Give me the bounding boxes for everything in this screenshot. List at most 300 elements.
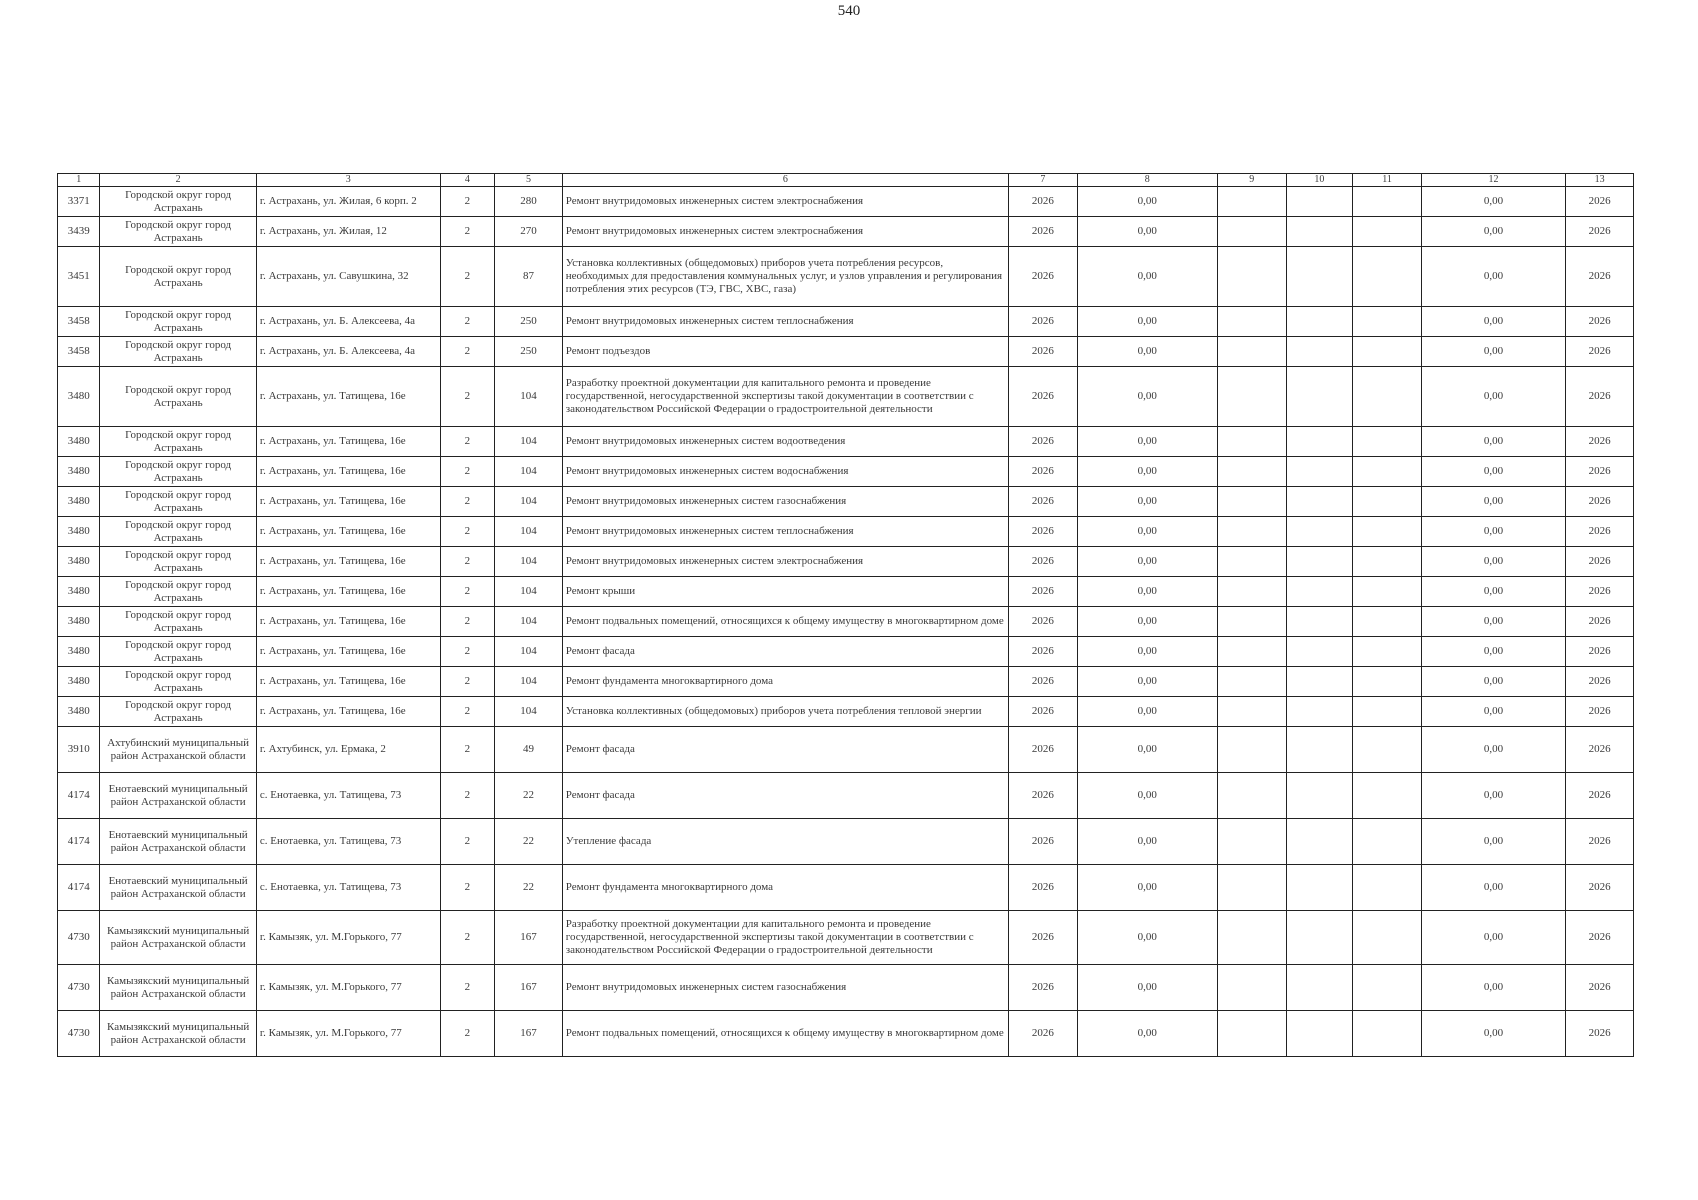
cell-address: г. Астрахань, ул. Татищева, 16е [256,547,440,577]
cell-col-9 [1217,367,1286,427]
column-header: 2 [100,174,256,187]
cell-building-id: 104 [495,487,563,517]
cell-col-10 [1286,427,1353,457]
cell-building-id: 104 [495,457,563,487]
cell-col-10 [1286,727,1353,773]
cell-group: 2 [440,773,495,819]
cell-building-id: 280 [495,187,563,217]
table-row [58,667,1634,697]
cell-cost: 0,00 [1077,819,1217,865]
cell-col-10 [1286,187,1353,217]
column-header: 1 [58,174,100,187]
cell-number: 3480 [58,607,100,637]
cell-group: 2 [440,337,495,367]
cell-address: г. Камызяк, ул. М.Горького, 77 [256,1011,440,1057]
cell-col-10 [1286,667,1353,697]
cell-year: 2026 [1009,367,1078,427]
cell-group: 2 [440,427,495,457]
cell-building-id: 104 [495,697,563,727]
cell-col-11 [1353,697,1422,727]
cell-building-id: 104 [495,367,563,427]
cell-building-id: 87 [495,247,563,307]
cell-col-11 [1353,457,1422,487]
cell-group: 2 [440,819,495,865]
cell-col-10 [1286,217,1353,247]
table-row [58,247,1634,307]
cell-amount: 0,00 [1421,667,1565,697]
cell-col-11 [1353,819,1422,865]
table-row [58,337,1634,367]
cell-col-9 [1217,427,1286,457]
cell-address: с. Енотаевка, ул. Татищева, 73 [256,773,440,819]
table-row [58,607,1634,637]
cell-year: 2026 [1009,965,1078,1011]
table-row [58,577,1634,607]
cell-col-10 [1286,697,1353,727]
cell-municipality: Енотаевский муниципальный район Астраханской области [100,865,256,911]
cell-work-type: Ремонт внутридомовых инженерных систем водоснабжения [562,457,1008,487]
cell-year-end: 2026 [1566,457,1634,487]
cell-work-type: Разработку проектной документации для капитального ремонта и проведение государственной, негосударственной экспертизы такой документации в соответствии с законодательством Российской Федерации о градостроительной деятельности [562,911,1008,965]
cell-col-10 [1286,337,1353,367]
cell-amount: 0,00 [1421,773,1565,819]
cell-amount: 0,00 [1421,217,1565,247]
cell-cost: 0,00 [1077,865,1217,911]
cell-number: 3480 [58,547,100,577]
cell-group: 2 [440,457,495,487]
cell-group: 2 [440,607,495,637]
cell-col-11 [1353,517,1422,547]
cell-col-9 [1217,819,1286,865]
table-row [58,517,1634,547]
cell-col-11 [1353,367,1422,427]
cell-building-id: 104 [495,637,563,667]
cell-cost: 0,00 [1077,367,1217,427]
cell-number: 3480 [58,427,100,457]
cell-group: 2 [440,637,495,667]
cell-col-9 [1217,217,1286,247]
cell-year: 2026 [1009,865,1078,911]
cell-work-type: Ремонт фундамента многоквартирного дома [562,865,1008,911]
cell-year-end: 2026 [1566,577,1634,607]
cell-municipality: Городской округ город Астрахань [100,517,256,547]
cell-year-end: 2026 [1566,517,1634,547]
cell-year-end: 2026 [1566,667,1634,697]
cell-year: 2026 [1009,487,1078,517]
cell-col-9 [1217,911,1286,965]
cell-col-9 [1217,187,1286,217]
cell-address: г. Ахтубинск, ул. Ермака, 2 [256,727,440,773]
cell-number: 3480 [58,637,100,667]
cell-number: 3480 [58,667,100,697]
cell-group: 2 [440,965,495,1011]
cell-work-type: Утепление фасада [562,819,1008,865]
cell-cost: 0,00 [1077,965,1217,1011]
column-header: 4 [440,174,495,187]
table-row [58,697,1634,727]
table-row [58,819,1634,865]
cell-year-end: 2026 [1566,965,1634,1011]
cell-col-9 [1217,487,1286,517]
cell-amount: 0,00 [1421,367,1565,427]
cell-year: 2026 [1009,637,1078,667]
cell-col-9 [1217,607,1286,637]
cell-building-id: 22 [495,819,563,865]
cell-municipality: Городской округ город Астрахань [100,457,256,487]
cell-year: 2026 [1009,427,1078,457]
cell-work-type: Ремонт внутридомовых инженерных систем газоснабжения [562,965,1008,1011]
cell-municipality: Городской округ город Астрахань [100,667,256,697]
cell-year-end: 2026 [1566,637,1634,667]
cell-building-id: 22 [495,865,563,911]
cell-municipality: Камызякский муниципальный район Астраханской области [100,1011,256,1057]
cell-year-end: 2026 [1566,427,1634,457]
cell-municipality: Камызякский муниципальный район Астраханской области [100,911,256,965]
cell-municipality: Городской округ город Астрахань [100,577,256,607]
cell-col-11 [1353,217,1422,247]
cell-number: 3371 [58,187,100,217]
cell-building-id: 250 [495,337,563,367]
table-row [58,307,1634,337]
cell-work-type: Ремонт фундамента многоквартирного дома [562,667,1008,697]
cell-number: 3480 [58,577,100,607]
cell-col-10 [1286,965,1353,1011]
cell-cost: 0,00 [1077,217,1217,247]
cell-cost: 0,00 [1077,187,1217,217]
cell-address: г. Астрахань, ул. Татищева, 16е [256,577,440,607]
cell-year-end: 2026 [1566,307,1634,337]
cell-col-9 [1217,637,1286,667]
cell-municipality: Городской округ город Астрахань [100,187,256,217]
cell-group: 2 [440,865,495,911]
cell-col-10 [1286,547,1353,577]
cell-number: 3480 [58,457,100,487]
cell-col-9 [1217,457,1286,487]
cell-year: 2026 [1009,187,1078,217]
cell-address: г. Астрахань, ул. Татищева, 16е [256,457,440,487]
cell-year-end: 2026 [1566,607,1634,637]
cell-number: 4730 [58,911,100,965]
cell-col-9 [1217,773,1286,819]
cell-group: 2 [440,667,495,697]
cell-amount: 0,00 [1421,637,1565,667]
cell-col-11 [1353,247,1422,307]
cell-work-type: Ремонт внутридомовых инженерных систем электроснабжения [562,187,1008,217]
cell-cost: 0,00 [1077,337,1217,367]
cell-col-10 [1286,607,1353,637]
cell-col-11 [1353,187,1422,217]
cell-address: г. Астрахань, ул. Жилая, 12 [256,217,440,247]
cell-cost: 0,00 [1077,427,1217,457]
cell-year: 2026 [1009,607,1078,637]
cell-number: 3480 [58,367,100,427]
cell-group: 2 [440,247,495,307]
cell-municipality: Городской округ город Астрахань [100,247,256,307]
column-header: 13 [1566,174,1634,187]
cell-work-type: Ремонт внутридомовых инженерных систем теплоснабжения [562,517,1008,547]
cell-col-11 [1353,337,1422,367]
cell-col-10 [1286,911,1353,965]
cell-work-type: Ремонт внутридомовых инженерных систем водоотведения [562,427,1008,457]
cell-work-type: Ремонт подъездов [562,337,1008,367]
cell-amount: 0,00 [1421,577,1565,607]
cell-amount: 0,00 [1421,427,1565,457]
cell-building-id: 49 [495,727,563,773]
table-row [58,865,1634,911]
cell-year-end: 2026 [1566,773,1634,819]
cell-year: 2026 [1009,911,1078,965]
cell-building-id: 104 [495,577,563,607]
cell-cost: 0,00 [1077,667,1217,697]
column-number-header [58,174,1634,187]
cell-col-11 [1353,865,1422,911]
cell-address: г. Астрахань, ул. Татищева, 16е [256,367,440,427]
table-row [58,487,1634,517]
column-header: 5 [495,174,563,187]
cell-col-11 [1353,911,1422,965]
cell-number: 4730 [58,1011,100,1057]
cell-col-10 [1286,367,1353,427]
cell-year: 2026 [1009,457,1078,487]
cell-year-end: 2026 [1566,819,1634,865]
cell-year: 2026 [1009,773,1078,819]
cell-municipality: Енотаевский муниципальный район Астраханской области [100,819,256,865]
table-row [58,911,1634,965]
cell-municipality: Городской округ город Астрахань [100,307,256,337]
cell-cost: 0,00 [1077,457,1217,487]
cell-municipality: Городской округ город Астрахань [100,367,256,427]
column-header: 6 [562,174,1008,187]
cell-building-id: 104 [495,667,563,697]
cell-building-id: 104 [495,517,563,547]
cell-cost: 0,00 [1077,697,1217,727]
cell-address: с. Енотаевка, ул. Татищева, 73 [256,865,440,911]
cell-work-type: Ремонт внутридомовых инженерных систем теплоснабжения [562,307,1008,337]
cell-year-end: 2026 [1566,217,1634,247]
cell-building-id: 167 [495,1011,563,1057]
cell-address: с. Енотаевка, ул. Татищева, 73 [256,819,440,865]
cell-address: г. Астрахань, ул. Татищева, 16е [256,667,440,697]
cell-cost: 0,00 [1077,773,1217,819]
cell-building-id: 104 [495,427,563,457]
cell-number: 3480 [58,487,100,517]
column-header: 7 [1009,174,1078,187]
table-row [58,965,1634,1011]
table-row [58,773,1634,819]
cell-amount: 0,00 [1421,457,1565,487]
cell-address: г. Камызяк, ул. М.Горького, 77 [256,965,440,1011]
cell-amount: 0,00 [1421,697,1565,727]
cell-col-9 [1217,697,1286,727]
cell-group: 2 [440,577,495,607]
cell-year-end: 2026 [1566,727,1634,773]
cell-cost: 0,00 [1077,637,1217,667]
cell-year: 2026 [1009,727,1078,773]
cell-group: 2 [440,187,495,217]
cell-municipality: Городской округ город Астрахань [100,217,256,247]
cell-col-11 [1353,965,1422,1011]
cell-cost: 0,00 [1077,517,1217,547]
cell-year-end: 2026 [1566,487,1634,517]
cell-col-10 [1286,577,1353,607]
cell-year: 2026 [1009,697,1078,727]
cell-col-9 [1217,667,1286,697]
cell-year-end: 2026 [1566,337,1634,367]
cell-col-11 [1353,487,1422,517]
cell-cost: 0,00 [1077,247,1217,307]
cell-year-end: 2026 [1566,367,1634,427]
cell-cost: 0,00 [1077,307,1217,337]
cell-number: 4174 [58,865,100,911]
column-header: 3 [256,174,440,187]
cell-col-9 [1217,247,1286,307]
cell-year: 2026 [1009,547,1078,577]
cell-amount: 0,00 [1421,911,1565,965]
cell-address: г. Астрахань, ул. Татищева, 16е [256,607,440,637]
cell-col-9 [1217,547,1286,577]
cell-amount: 0,00 [1421,487,1565,517]
cell-year-end: 2026 [1566,911,1634,965]
cell-group: 2 [440,911,495,965]
cell-group: 2 [440,727,495,773]
cell-year: 2026 [1009,217,1078,247]
cell-number: 3910 [58,727,100,773]
table-row [58,1011,1634,1057]
cell-col-9 [1217,577,1286,607]
cell-group: 2 [440,217,495,247]
cell-col-9 [1217,727,1286,773]
column-header: 11 [1353,174,1422,187]
cell-work-type: Разработку проектной документации для капитального ремонта и проведение государственной, негосударственной экспертизы такой документации в соответствии с законодательством Российской Федерации о градостроительной деятельности [562,367,1008,427]
cell-col-11 [1353,307,1422,337]
cell-address: г. Астрахань, ул. Татищева, 16е [256,517,440,547]
cell-year-end: 2026 [1566,547,1634,577]
cell-work-type: Установка коллективных (общедомовых) приборов учета потребления тепловой энергии [562,697,1008,727]
cell-building-id: 167 [495,911,563,965]
cell-amount: 0,00 [1421,727,1565,773]
cell-col-11 [1353,577,1422,607]
cell-col-9 [1217,865,1286,911]
cell-col-11 [1353,637,1422,667]
cell-col-9 [1217,517,1286,547]
cell-col-10 [1286,457,1353,487]
cell-municipality: Городской округ город Астрахань [100,337,256,367]
cell-col-10 [1286,517,1353,547]
cell-municipality: Камызякский муниципальный район Астраханской области [100,965,256,1011]
cell-cost: 0,00 [1077,1011,1217,1057]
cell-amount: 0,00 [1421,819,1565,865]
cell-work-type: Ремонт внутридомовых инженерных систем газоснабжения [562,487,1008,517]
cell-address: г. Астрахань, ул. Татищева, 16е [256,487,440,517]
cell-amount: 0,00 [1421,865,1565,911]
cell-year: 2026 [1009,667,1078,697]
cell-number: 3480 [58,517,100,547]
cell-building-id: 270 [495,217,563,247]
cell-cost: 0,00 [1077,727,1217,773]
cell-number: 3480 [58,697,100,727]
cell-work-type: Ремонт внутридомовых инженерных систем электроснабжения [562,547,1008,577]
cell-year-end: 2026 [1566,247,1634,307]
cell-col-9 [1217,1011,1286,1057]
cell-year: 2026 [1009,307,1078,337]
cell-group: 2 [440,697,495,727]
cell-address: г. Астрахань, ул. Б. Алексеева, 4а [256,337,440,367]
cell-address: г. Астрахань, ул. Татищева, 16е [256,697,440,727]
cell-cost: 0,00 [1077,911,1217,965]
cell-col-10 [1286,487,1353,517]
cell-col-9 [1217,337,1286,367]
cell-cost: 0,00 [1077,577,1217,607]
cell-work-type: Ремонт фасада [562,727,1008,773]
cell-number: 3451 [58,247,100,307]
cell-municipality: Городской округ город Астрахань [100,547,256,577]
cell-amount: 0,00 [1421,187,1565,217]
cell-year: 2026 [1009,517,1078,547]
cell-address: г. Астрахань, ул. Б. Алексеева, 4а [256,307,440,337]
page-number: 540 [837,3,861,19]
cell-col-10 [1286,307,1353,337]
cell-building-id: 104 [495,607,563,637]
column-header: 10 [1286,174,1353,187]
cell-group: 2 [440,307,495,337]
cell-address: г. Камызяк, ул. М.Горького, 77 [256,911,440,965]
cell-work-type: Ремонт фасада [562,773,1008,819]
cell-number: 3458 [58,307,100,337]
cell-municipality: Ахтубинский муниципальный район Астраханской области [100,727,256,773]
cell-col-10 [1286,1011,1353,1057]
cell-amount: 0,00 [1421,517,1565,547]
cell-work-type: Ремонт внутридомовых инженерных систем электроснабжения [562,217,1008,247]
table-row [58,727,1634,773]
cell-group: 2 [440,1011,495,1057]
cell-col-9 [1217,965,1286,1011]
cell-amount: 0,00 [1421,607,1565,637]
cell-year: 2026 [1009,577,1078,607]
cell-year: 2026 [1009,819,1078,865]
cell-municipality: Городской округ город Астрахань [100,697,256,727]
cell-number: 4730 [58,965,100,1011]
column-header: 8 [1077,174,1217,187]
cell-number: 3458 [58,337,100,367]
cell-municipality: Городской округ город Астрахань [100,427,256,457]
table-row [58,427,1634,457]
cell-col-11 [1353,607,1422,637]
cell-work-type: Установка коллективных (общедомовых) приборов учета потребления ресурсов, необходимых для предоставления коммунальных услуг, и узлов управления и регулирования потребления этих ресурсов (ТЭ, ГВС, ХВС, газа) [562,247,1008,307]
table-row [58,187,1634,217]
cell-municipality: Городской округ город Астрахань [100,637,256,667]
cell-work-type: Ремонт фасада [562,637,1008,667]
cell-year-end: 2026 [1566,697,1634,727]
table-row [58,457,1634,487]
cell-cost: 0,00 [1077,487,1217,517]
cell-col-10 [1286,247,1353,307]
cell-building-id: 22 [495,773,563,819]
cell-municipality: Городской округ город Астрахань [100,607,256,637]
column-header: 12 [1421,174,1565,187]
cell-amount: 0,00 [1421,337,1565,367]
cell-col-10 [1286,819,1353,865]
cell-number: 4174 [58,819,100,865]
table-row [58,367,1634,427]
cell-work-type: Ремонт крыши [562,577,1008,607]
cell-col-10 [1286,773,1353,819]
cell-number: 3439 [58,217,100,247]
cell-col-10 [1286,637,1353,667]
cell-building-id: 250 [495,307,563,337]
cell-work-type: Ремонт подвальных помещений, относящихся к общему имуществу в многоквартирном доме [562,607,1008,637]
table-row [58,637,1634,667]
cell-amount: 0,00 [1421,307,1565,337]
